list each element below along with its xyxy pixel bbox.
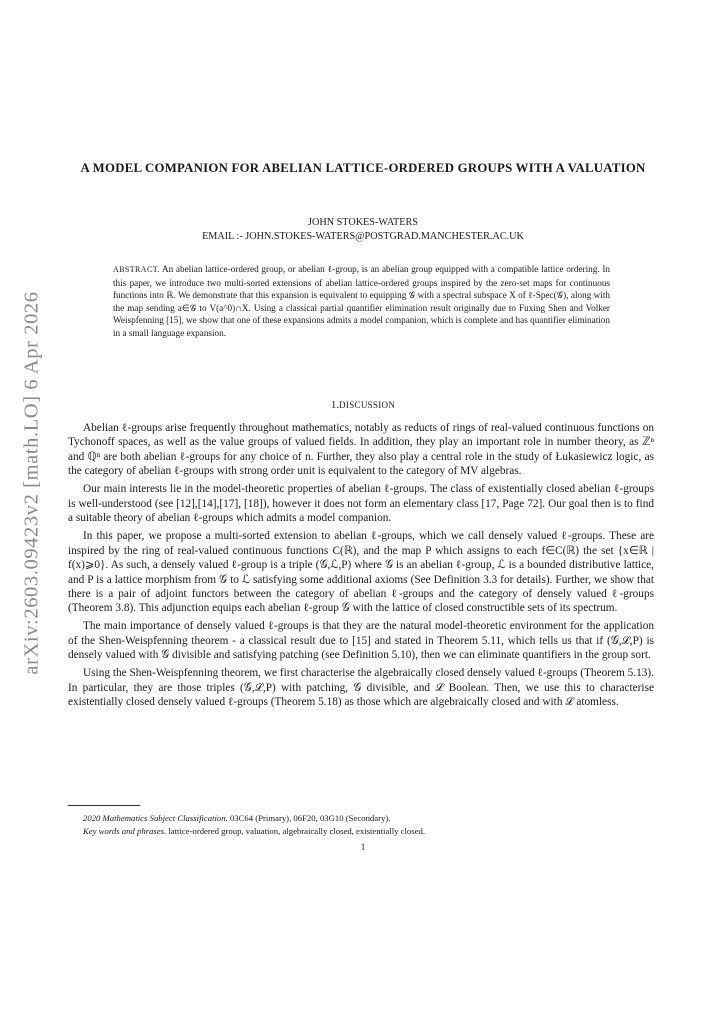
abstract-text: An abelian lattice-ordered group, or abelian ℓ-group, is an abelian group equipped with a compatible lattice ordering. In this paper, we introduce two multi-sorted extensions of abelian lattice-ordered groups inspired by the zero-set maps for continuous functions into ℝ. We demonstrate that this expansion is equivalent to equipping 𝒢 with a spectral subspace X of ℓ-Spec(𝒢), along with the map sending a∈𝒢 to V(a^0)∩X. Using a classical partial quantifier elimination result originally due to Fuxing Shen and Volker Weispfenning [15], we show that one of these expansions admits a model companion, which is complete and has quantifier elimination in a small language expansion. bbox=[113, 264, 610, 338]
paragraph-1: Abelian ℓ-groups arise frequently throughout mathematics, notably as reducts of rings of real-valued continuous functions on Tychonoff spaces, as well as the value groups of valued fields. In addition, they play an important role in number theory, as ℤⁿ and ℚⁿ are both abelian ℓ-groups for any choice of n. Further, they also play a central role in the study of Łukasiewicz logic, as the category of abelian ℓ-groups with strong order unit is equivalent to the category of MV algebras. bbox=[68, 422, 654, 478]
abstract bbox=[113, 263, 610, 340]
page-number: 1 bbox=[360, 842, 366, 852]
arxiv-side-stamp bbox=[18, 288, 46, 678]
arxiv-identifier: arXiv:2603.09423v2 [math.LO] 6 Apr 2026 bbox=[20, 291, 43, 675]
footnotes bbox=[68, 812, 654, 838]
author-name: JOHN STOKES-WATERS bbox=[308, 217, 418, 228]
msc-label: 2020 Mathematics Subject Classification. bbox=[83, 813, 228, 823]
keywords-text: lattice-ordered group, valuation, algebraically closed, existentially closed. bbox=[168, 826, 426, 836]
body-text bbox=[68, 421, 654, 713]
abstract-label: ABSTRACT. bbox=[113, 265, 160, 274]
author-email: EMAIL :- JOHN.STOKES-WATERS@POSTGRAD.MANCHESTER.AC.UK bbox=[202, 231, 524, 242]
msc-footnote bbox=[68, 812, 654, 825]
keywords-label: Key words and phrases. bbox=[83, 826, 167, 836]
section-number: 1. bbox=[330, 399, 340, 411]
section-title: DISCUSSION bbox=[339, 400, 396, 410]
paragraph-4: The main importance of densely valued ℓ-groups is that they are the natural model-theoretic environment for the application of the Shen-Weispfenning theorem - a classical result due to [15] and stated in Theorem 5.11, which tells us that if (𝒢,ℒ,P) is densely valued with 𝒢 divisible and satisfying patching (see Definition 5.10), then we can eliminate quantifiers in the group sort. bbox=[68, 620, 654, 662]
footnote-rule bbox=[68, 805, 140, 806]
keywords-footnote bbox=[68, 825, 654, 838]
paper-title: A MODEL COMPANION FOR ABELIAN LATTICE-ORDERED GROUPS WITH A VALUATION bbox=[80, 161, 646, 175]
paragraph-5: Using the Shen-Weispfenning theorem, we first characterise the algebraically closed densely valued ℓ-groups (Theorem 5.13). In particular, they are those triples (𝒢,ℒ,P) with patching, 𝒢 divisible, and ℒ Boolean. Then, we use this to characterise existentially closed densely valued ℓ-groups (Theorem 5.18) as those which are algebraically closed and with ℒ atomless. bbox=[68, 667, 654, 709]
paragraph-2: Our main interests lie in the model-theoretic properties of abelian ℓ-groups. The class of existentially closed abelian ℓ-groups is well-understood (see [12],[14],[17], [18]), however it does not form an elementary class [17, Page 72]. Our goal then is to find a suitable theory of abelian ℓ-groups which admits a model companion. bbox=[68, 483, 654, 525]
msc-text: 03C64 (Primary), 06F20, 03G10 (Secondary). bbox=[229, 813, 391, 823]
section-heading bbox=[70, 399, 656, 411]
paragraph-3: In this paper, we propose a multi-sorted extension to abelian ℓ-groups, which we call densely valued ℓ-groups. These are inspired by the ring of real-valued continuous functions C(ℝ), and the map P which assigns to each f∈C(ℝ) the set {x∈ℝ | f(x)⩾0}. As such, a densely valued ℓ-group is a triple (𝒢,ℒ,P) where 𝒢 is an abelian ℓ-group, ℒ is a bounded distributive lattice, and P is a lattice morphism from 𝒢 to ℒ satisfying some additional axioms (See Definition 3.3 for details). Further, we show that there is a pair of adjoint functors between the category of abelian ℓ-groups and the category of densely valued ℓ-groups (Theorem 3.8). This adjunction equips each abelian ℓ-group 𝒢 with the lattice of closed constructible sets of its spectrum. bbox=[68, 530, 654, 615]
